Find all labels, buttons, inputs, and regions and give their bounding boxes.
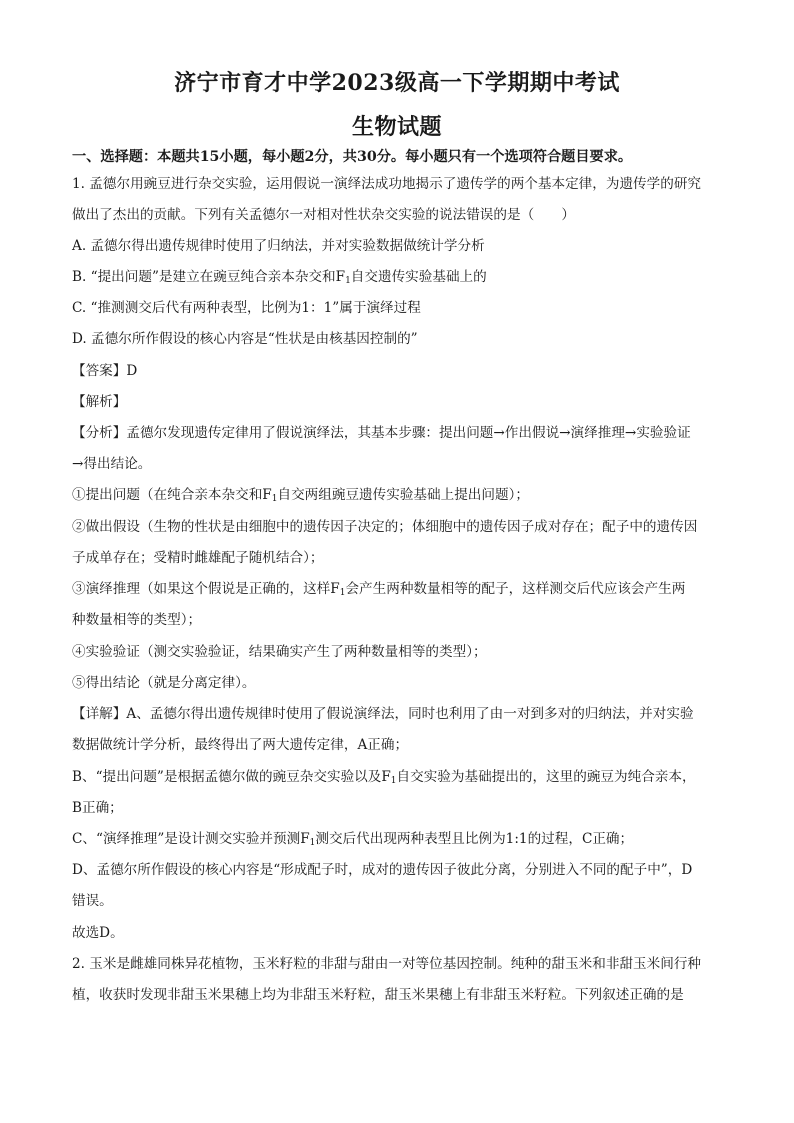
step-5: ⑤得出结论（就是分离定律）。: [72, 675, 256, 691]
step-1-pre: ①提出问题（在纯合亲本杂交和F: [72, 487, 272, 503]
subscript: 1: [345, 276, 351, 286]
q1-option-b: [72, 267, 487, 287]
option-b-text-pre: B. “提出问题”是建立在豌豆纯合亲本杂交和F: [72, 269, 346, 285]
q1-option-d: D. 孟德尔所作假设的核心内容是“性状是由核基因控制的”: [72, 331, 418, 347]
detail-c-post: 测交后代出现两种表型且比例为1:1的过程，C正确；: [315, 831, 634, 847]
q1-stem-line2: 做出了杰出的贡献。下列有关孟德尔一对相对性状杂交实验的说法错误的是（ ）: [72, 207, 575, 223]
subscript: 1: [390, 776, 397, 786]
detail-d-line1: D、孟德尔所作假设的核心内容是“形成配子时，成对的遗传因子彼此分离，分别进入不同的配子中”，D: [72, 862, 693, 878]
analysis-label: 【解析】: [72, 394, 127, 410]
step-2-line1: ②做出假设（生物的性状是由细胞中的遗传因子决定的；体细胞中的遗传因子成对存在；配子中的遗传因: [72, 519, 698, 535]
detail-b-post: 自交实验为基础提出的，这里的豌豆为纯合亲本，: [396, 769, 696, 785]
section-heading: 一、选择题：本题共15小题，每小题2分，共30分。每小题只有一个选项符合题目要求。: [72, 149, 633, 165]
subject-title: 生物试题: [351, 114, 442, 140]
q1-option-a: A. 孟德尔得出遗传规律时使用了归纳法，并对实验数据做统计学分析: [72, 238, 485, 254]
step-3-line1: [72, 579, 685, 599]
step-1: [72, 485, 529, 505]
subscript: 1: [339, 588, 346, 598]
fenxi-line1: 【分析】孟德尔发现遗传定律用了假说演绎法，其基本步骤：提出问题→作出假说→演绎推理→实验验证: [72, 425, 691, 441]
step-3-post: 会产生两种数量相等的配子，这样测交后代应该会产生两: [345, 581, 686, 597]
subscript: 1: [309, 838, 316, 848]
detail-b-line2: B正确；: [72, 800, 123, 816]
detail-line1: 【详解】A、孟德尔得出遗传规律时使用了假说演绎法，同时也利用了由一对到多对的归纳法，并对实验: [72, 706, 694, 722]
detail-b-pre: B、“提出问题”是根据孟德尔做的豌豆杂交实验以及F: [72, 769, 391, 785]
subscript: 1: [271, 494, 278, 504]
detail-line2: 数据做统计学分析，最终得出了两大遗传定律，A正确；: [72, 737, 409, 753]
q2-stem-line1: 2. 玉米是雌雄同株异花植物，玉米籽粒的非甜与甜由一对等位基因控制。纯种的甜玉米和非甜玉米间行种: [72, 956, 702, 972]
option-b-text-post: 自交遗传实验基础上的: [350, 269, 487, 285]
step-3-line2: 种数量相等的类型）；: [72, 612, 202, 628]
detail-c: [72, 829, 633, 849]
q1-stem-line1: 1. 孟德尔用豌豆进行杂交实验，运用假说一演绎法成功地揭示了遗传学的两个基本定律，为遗传学的研究: [72, 176, 702, 192]
exam-title: 济宁市育才中学2023级高一下学期期中考试: [174, 70, 620, 96]
step-1-post: 自交两组豌豆遗传实验基础上提出问题）；: [277, 487, 529, 503]
fenxi-line2: →得出结论。: [72, 456, 152, 472]
q1-option-c: C. “推测测交后代有两种表型，比例为1：1”属于演绎过程: [72, 300, 421, 316]
answer-label: 【答案】D: [72, 363, 138, 379]
step-3-pre: ③演绎推理（如果这个假说是正确的，这样F: [72, 581, 340, 597]
step-2-line2: 子成单存在；受精时雌雄配子随机结合）；: [72, 550, 324, 566]
conclusion: 故选D。: [72, 925, 124, 941]
detail-c-pre: C、“演绎推理”是设计测交实验并预测F: [72, 831, 310, 847]
detail-d-line2: 错误。: [72, 893, 113, 909]
q2-stem-line2: 植，收获时发现非甜玉米果穗上均为非甜玉米籽粒，甜玉米果穗上有非甜玉米籽粒。下列叙述正确的是: [72, 987, 684, 1003]
step-4: ④实验验证（测交实验验证，结果确实产生了两种数量相等的类型）；: [72, 644, 487, 660]
detail-b-line1: [72, 767, 696, 787]
